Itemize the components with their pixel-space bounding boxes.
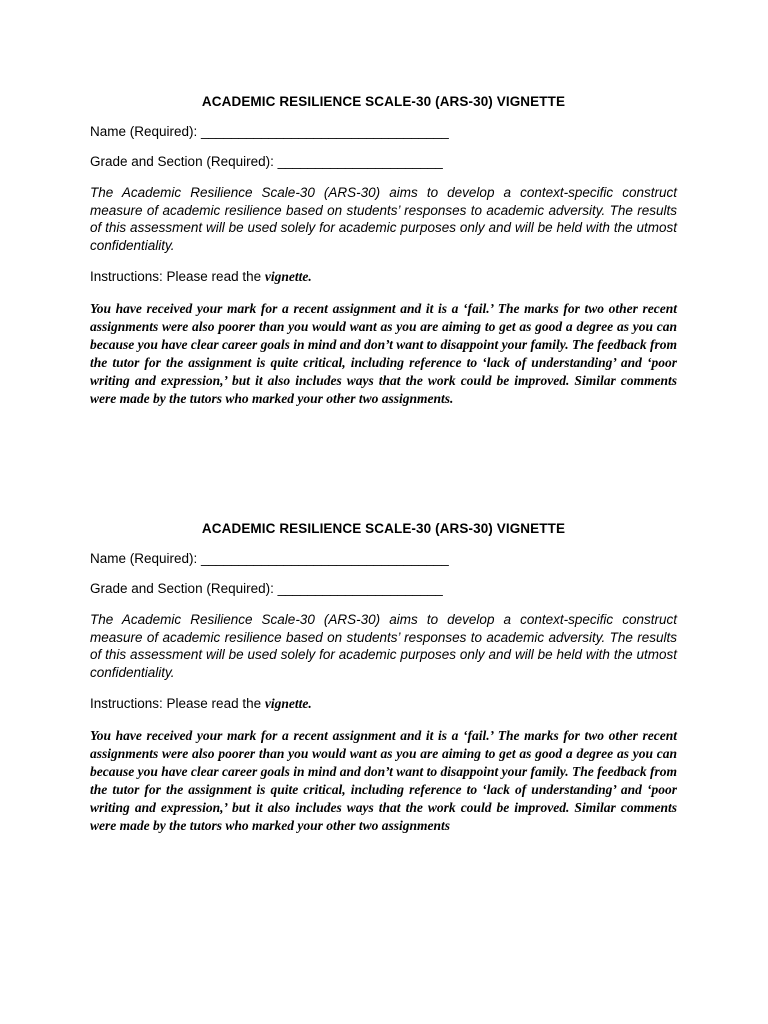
instructions-emphasis: vignette. bbox=[264, 269, 312, 284]
name-field: Name (Required): _________________________________ bbox=[90, 124, 449, 139]
instructions-line bbox=[90, 696, 677, 712]
vignette-paragraph: You have received your mark for a recent assignment and it is a ‘fail.’ The marks for two other recent assignments were also poorer than you would want as you are aiming to get as good a degree as you can because you have clear career goals in mind and don’t want to disappoint your family. The feedback from the tutor for the assignment is quite critical, including reference to ‘lack of understanding’ and ‘poor writing and expression,’ but it also includes ways that the work could be improved. Similar comments were made by the tutors who marked your other two assignments bbox=[90, 728, 677, 833]
form-section-2 bbox=[90, 521, 677, 835]
vignette-paragraph: You have received your mark for a recent assignment and it is a ‘fail.’ The marks for two other recent assignments were also poorer than you would want as you are aiming to get as good a degree as you can because you have clear career goals in mind and don’t want to disappoint your family. The feedback from the tutor for the assignment is quite critical, including reference to ‘lack of understanding’ and ‘poor writing and expression,’ but it also includes ways that the work could be improved. Similar comments were made by the tutors who marked your other two assignments. bbox=[90, 301, 677, 406]
form-section-1 bbox=[90, 94, 677, 408]
section-title: ACADEMIC RESILIENCE SCALE-30 (ARS-30) VIGNETTE bbox=[201, 94, 566, 109]
instructions-label: Instructions: Please read the bbox=[90, 269, 265, 284]
instructions-label: Instructions: Please read the bbox=[90, 696, 265, 711]
intro-paragraph: The Academic Resilience Scale-30 (ARS-30) aims to develop a context-specific construct measure of academic resilience based on students’ responses to academic adversity. The results of this assessment will be used solely for academic purposes only and will be held with the utmost confidentiality. bbox=[90, 185, 677, 253]
section-title: ACADEMIC RESILIENCE SCALE-30 (ARS-30) VIGNETTE bbox=[201, 521, 566, 536]
grade-section-field: Grade and Section (Required): ______________________ bbox=[90, 581, 443, 596]
name-field: Name (Required): _________________________________ bbox=[90, 551, 449, 566]
instructions-line bbox=[90, 269, 677, 285]
grade-section-field: Grade and Section (Required): ______________________ bbox=[90, 154, 443, 169]
intro-paragraph: The Academic Resilience Scale-30 (ARS-30) aims to develop a context-specific construct measure of academic resilience based on students’ responses to academic adversity. The results of this assessment will be used solely for academic purposes only and will be held with the utmost confidentiality. bbox=[90, 612, 677, 680]
instructions-emphasis: vignette. bbox=[264, 696, 312, 711]
